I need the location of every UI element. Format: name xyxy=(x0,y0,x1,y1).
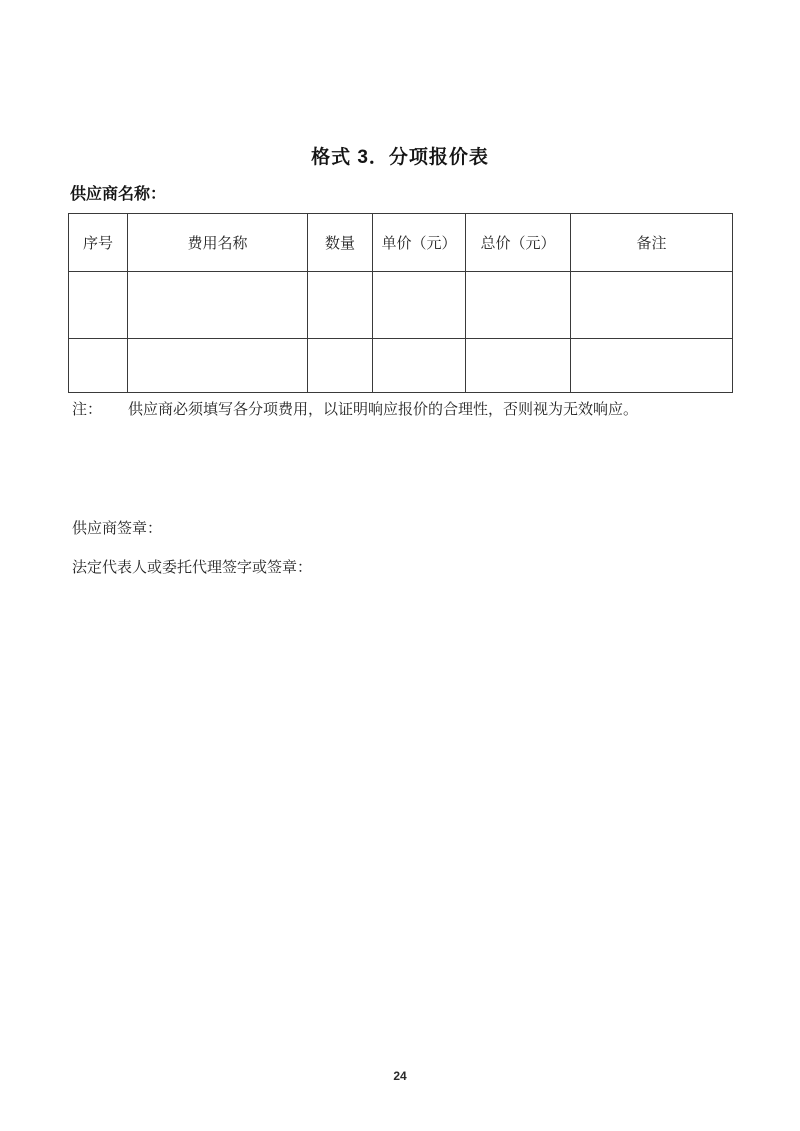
table-cell xyxy=(373,339,466,393)
page-title: 格式 3．分项报价表 xyxy=(311,147,489,168)
supplier-seal-label: 供应商签章： xyxy=(72,521,163,537)
table-note xyxy=(72,400,732,420)
header-cell-total-price: 总价（元） xyxy=(466,214,571,272)
table-cell xyxy=(69,339,128,393)
header-cell-unit-price: 单价（元） xyxy=(373,214,466,272)
table-cell xyxy=(466,272,571,339)
itemized-quote-table xyxy=(68,213,733,393)
table-row xyxy=(69,339,733,393)
table-cell xyxy=(571,339,733,393)
table-cell xyxy=(128,272,308,339)
legal-representative-signature-label: 法定代表人或委托代理签字或签章： xyxy=(72,560,313,576)
table-cell xyxy=(373,272,466,339)
table-row xyxy=(69,272,733,339)
table-cell xyxy=(308,339,373,393)
table-cell xyxy=(308,272,373,339)
note-label: 注： xyxy=(72,402,103,418)
table-cell xyxy=(69,272,128,339)
note-text: 供应商必须填写各分项费用，以证明响应报价的合理性，否则视为无效响应。 xyxy=(128,402,639,418)
table-cell xyxy=(466,339,571,393)
supplier-name-label: 供应商名称： xyxy=(70,186,167,203)
header-cell-index: 序号 xyxy=(69,214,128,272)
table-cell xyxy=(571,272,733,339)
table-cell xyxy=(128,339,308,393)
header-cell-remarks: 备注 xyxy=(571,214,733,272)
table-header-row xyxy=(69,214,733,272)
page-number: 24 xyxy=(393,1069,407,1083)
header-cell-cost-name: 费用名称 xyxy=(128,214,308,272)
header-cell-quantity: 数量 xyxy=(308,214,373,272)
